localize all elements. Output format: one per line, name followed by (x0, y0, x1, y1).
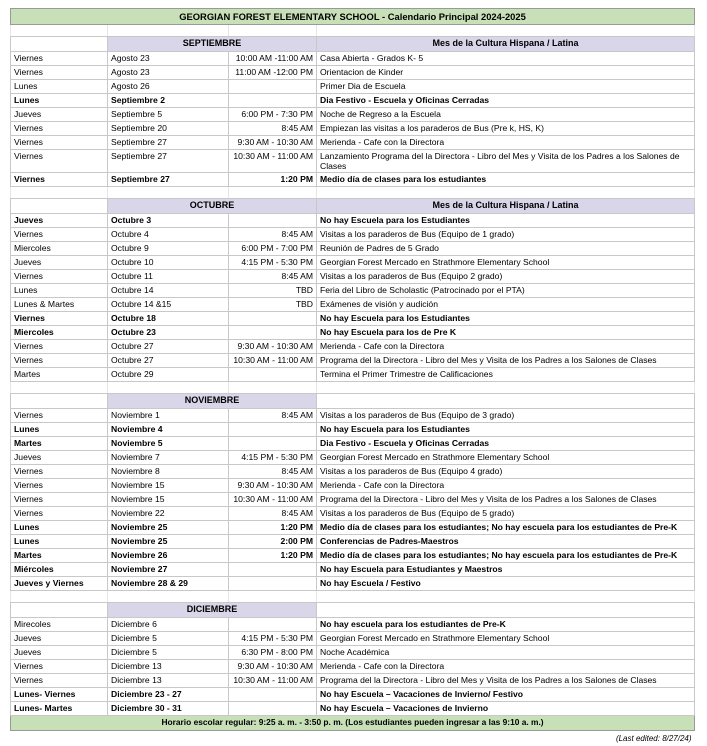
spacer-cell (108, 591, 229, 603)
spacer-row (11, 25, 695, 37)
date-cell: Diciembre 6 (108, 618, 229, 632)
time-cell: 2:00 PM (229, 535, 317, 549)
calendar-row (11, 688, 695, 702)
day-cell: Lunes (11, 94, 108, 108)
spacer-cell (317, 187, 695, 199)
event-cell: Dia Festivo - Escuela y Oficinas Cerradas (317, 437, 695, 451)
time-cell (229, 618, 317, 632)
day-cell: Viernes (11, 354, 108, 368)
date-cell: Agosto 23 (108, 66, 229, 80)
calendar-row (11, 94, 695, 108)
time-cell: 1:20 PM (229, 549, 317, 563)
date-cell: Diciembre 13 (108, 674, 229, 688)
spacer-cell (11, 382, 108, 394)
day-cell: Viernes (11, 507, 108, 521)
time-cell (229, 577, 317, 591)
date-cell: Agosto 26 (108, 80, 229, 94)
time-cell (229, 702, 317, 716)
date-cell: Noviembre 25 (108, 535, 229, 549)
month-header-blank (11, 37, 108, 52)
time-cell: 10:30 AM - 11:00 AM (229, 674, 317, 688)
calendar-row (11, 228, 695, 242)
time-cell (229, 312, 317, 326)
month-header-row (11, 199, 695, 214)
time-cell (229, 94, 317, 108)
time-cell: 8:45 AM (229, 270, 317, 284)
day-cell: Jueves (11, 646, 108, 660)
date-cell: Octubre 27 (108, 354, 229, 368)
day-cell: Viernes (11, 122, 108, 136)
time-cell: 4:15 PM - 5:30 PM (229, 256, 317, 270)
calendar-row (11, 646, 695, 660)
day-cell: Viernes (11, 340, 108, 354)
calendar-row (11, 214, 695, 228)
calendar-row (11, 632, 695, 646)
calendar-row (11, 173, 695, 187)
time-cell: 8:45 AM (229, 507, 317, 521)
month-theme (317, 394, 695, 409)
calendar-row (11, 256, 695, 270)
calendar-row (11, 270, 695, 284)
date-cell: Septiembre 5 (108, 108, 229, 122)
event-cell: No hay Escuela para los Estudiantes (317, 214, 695, 228)
date-cell: Noviembre 25 (108, 521, 229, 535)
school-hours-note: Horario escolar regular: 9:25 a. m. - 3:50 p. m. (Los estudiantes pueden ingresar a las 9:10 a. m.) (11, 716, 695, 731)
calendar-row (11, 521, 695, 535)
day-cell: Lunes (11, 80, 108, 94)
time-cell: 6:00 PM - 7:00 PM (229, 242, 317, 256)
day-cell: Jueves (11, 632, 108, 646)
calendar-row (11, 136, 695, 150)
spacer-cell (11, 25, 108, 37)
calendar-row (11, 493, 695, 507)
day-cell: Viernes (11, 312, 108, 326)
event-cell: Visitas a los paraderos de Bus (Equipo de 3 grado) (317, 409, 695, 423)
date-cell: Noviembre 4 (108, 423, 229, 437)
date-cell: Octubre 10 (108, 256, 229, 270)
event-cell: Feria del Libro de Scholastic (Patrocinado por el PTA) (317, 284, 695, 298)
calendar-sheet (10, 8, 694, 746)
event-cell: No hay Escuela para los Estudiantes (317, 312, 695, 326)
calendar-row (11, 284, 695, 298)
date-cell: Octubre 14 (108, 284, 229, 298)
day-cell: Jueves y Viernes (11, 577, 108, 591)
date-cell: Septiembre 27 (108, 173, 229, 187)
calendar-row (11, 242, 695, 256)
date-cell: Octubre 9 (108, 242, 229, 256)
event-cell: Primer Dia de Escuela (317, 80, 695, 94)
spacer-cell (229, 187, 317, 199)
spacer-cell (317, 25, 695, 37)
event-cell: No hay escuela para los estudiantes de Pre-K (317, 618, 695, 632)
date-cell: Septiembre 20 (108, 122, 229, 136)
month-name: SEPTIEMBRE (108, 37, 317, 52)
date-cell: Noviembre 7 (108, 451, 229, 465)
calendar-row (11, 80, 695, 94)
event-cell: Lanzamiento Programa del la Directora - Libro del Mes y Visita de los Padres a los Salones de Clases (317, 150, 695, 173)
date-cell: Octubre 18 (108, 312, 229, 326)
time-cell (229, 437, 317, 451)
calendar-row (11, 312, 695, 326)
calendar-row (11, 52, 695, 66)
event-cell: Conferencias de Padres-Maestros (317, 535, 695, 549)
calendar-row (11, 535, 695, 549)
event-cell: No hay Escuela para los Estudiantes (317, 423, 695, 437)
time-cell: TBD (229, 284, 317, 298)
event-cell: Empiezan las visitas a los paraderos de Bus (Pre k, HS, K) (317, 122, 695, 136)
day-cell: Viernes (11, 52, 108, 66)
event-cell: Casa Abierta - Grados K- 5 (317, 52, 695, 66)
event-cell: No hay Escuela para los de Pre K (317, 326, 695, 340)
spacer-cell (11, 187, 108, 199)
event-cell: Merienda - Cafe con la Directora (317, 479, 695, 493)
month-name: NOVIEMBRE (108, 394, 317, 409)
time-cell: 9:30 AM - 10:30 AM (229, 479, 317, 493)
time-cell: TBD (229, 298, 317, 312)
calendar-row (11, 409, 695, 423)
date-cell: Agosto 23 (108, 52, 229, 66)
calendar-row (11, 549, 695, 563)
date-cell: Octubre 27 (108, 340, 229, 354)
month-header-row (11, 37, 695, 52)
time-cell (229, 563, 317, 577)
month-name: OCTUBRE (108, 199, 317, 214)
calendar-row (11, 368, 695, 382)
date-cell: Noviembre 15 (108, 479, 229, 493)
spacer-cell (108, 187, 229, 199)
time-cell: 11:00 AM -12:00 PM (229, 66, 317, 80)
calendar-row (11, 674, 695, 688)
time-cell: 8:45 AM (229, 409, 317, 423)
time-cell (229, 80, 317, 94)
day-cell: Lunes (11, 535, 108, 549)
day-cell: Viernes (11, 136, 108, 150)
date-cell: Noviembre 5 (108, 437, 229, 451)
calendar-row (11, 354, 695, 368)
calendar-row (11, 108, 695, 122)
month-header-row (11, 394, 695, 409)
time-cell (229, 688, 317, 702)
date-cell: Diciembre 5 (108, 632, 229, 646)
day-cell: Viernes (11, 465, 108, 479)
month-header-blank (11, 394, 108, 409)
event-cell: Programa del la Directora - Libro del Mes y Visita de los Padres a los Salones de Clases (317, 354, 695, 368)
time-cell: 6:00 PM - 7:30 PM (229, 108, 317, 122)
month-theme: Mes de la Cultura Hispana / Latina (317, 37, 695, 52)
time-cell: 9:30 AM - 10:30 AM (229, 660, 317, 674)
event-cell: Medio día de clases para los estudiantes; No hay escuela para los estudiantes de Pre-K (317, 549, 695, 563)
calendar-row (11, 660, 695, 674)
event-cell: Visitas a los paraderos de Bus (Equipo de 5 grado) (317, 507, 695, 521)
date-cell: Septiembre 27 (108, 150, 229, 173)
date-cell: Octubre 4 (108, 228, 229, 242)
day-cell: Jueves (11, 108, 108, 122)
day-cell: Lunes- Viernes (11, 688, 108, 702)
time-cell: 9:30 AM - 10:30 AM (229, 136, 317, 150)
event-cell: Programa del la Directora - Libro del Mes y Visita de los Padres a los Salones de Clases (317, 674, 695, 688)
event-cell: Dia Festivo - Escuela y Oficinas Cerradas (317, 94, 695, 108)
time-cell (229, 423, 317, 437)
time-cell: 8:45 AM (229, 465, 317, 479)
day-cell: Lunes (11, 521, 108, 535)
spacer-row (11, 382, 695, 394)
day-cell: Viernes (11, 674, 108, 688)
calendar-table (10, 8, 695, 746)
day-cell: Martes (11, 437, 108, 451)
date-cell: Noviembre 8 (108, 465, 229, 479)
day-cell: Viernes (11, 66, 108, 80)
date-cell: Octubre 23 (108, 326, 229, 340)
date-cell: Octubre 11 (108, 270, 229, 284)
day-cell: Viernes (11, 493, 108, 507)
event-cell: No hay Escuela – Vacaciones de Invierno/ Festivo (317, 688, 695, 702)
time-cell: 10:30 AM - 11:00 AM (229, 150, 317, 173)
time-cell: 9:30 AM - 10:30 AM (229, 340, 317, 354)
calendar-row (11, 702, 695, 716)
date-cell: Octubre 29 (108, 368, 229, 382)
day-cell: Viernes (11, 173, 108, 187)
last-edited: (Last edited: 8/27/24) (11, 731, 695, 746)
date-cell: Octubre 3 (108, 214, 229, 228)
day-cell: Viernes (11, 270, 108, 284)
time-cell: 8:45 AM (229, 122, 317, 136)
date-cell: Diciembre 13 (108, 660, 229, 674)
time-cell: 1:20 PM (229, 521, 317, 535)
date-cell: Noviembre 26 (108, 549, 229, 563)
day-cell: Jueves (11, 214, 108, 228)
spacer-cell (11, 591, 108, 603)
time-cell: 4:15 PM - 5:30 PM (229, 451, 317, 465)
day-cell: Mirecoles (11, 618, 108, 632)
spacer-cell (229, 591, 317, 603)
calendar-row (11, 326, 695, 340)
date-cell: Diciembre 23 - 27 (108, 688, 229, 702)
day-cell: Lunes (11, 423, 108, 437)
month-theme: Mes de la Cultura Hispana / Latina (317, 199, 695, 214)
event-cell: Georgian Forest Mercado en Strathmore Elementary School (317, 256, 695, 270)
last-edited-row (11, 731, 695, 746)
event-cell: No hay Escuela / Festivo (317, 577, 695, 591)
day-cell: Martes (11, 549, 108, 563)
date-cell: Septiembre 27 (108, 136, 229, 150)
day-cell: Lunes & Martes (11, 298, 108, 312)
spacer-cell (229, 25, 317, 37)
event-cell: Medio día de clases para los estudiantes; No hay escuela para los estudiantes de Pre-K (317, 521, 695, 535)
event-cell: No hay Escuela para Estudiantes y Maestros (317, 563, 695, 577)
day-cell: Viernes (11, 660, 108, 674)
day-cell: Viernes (11, 409, 108, 423)
time-cell: 1:20 PM (229, 173, 317, 187)
calendar-row (11, 340, 695, 354)
month-name: DICIEMBRE (108, 603, 317, 618)
calendar-row (11, 618, 695, 632)
time-cell: 10:00 AM -11:00 AM (229, 52, 317, 66)
calendar-row (11, 563, 695, 577)
spacer-cell (317, 591, 695, 603)
date-cell: Octubre 14 &15 (108, 298, 229, 312)
footer-row (11, 716, 695, 731)
event-cell: Medio día de clases para los estudiantes (317, 173, 695, 187)
month-header-row (11, 603, 695, 618)
time-cell (229, 368, 317, 382)
spacer-row (11, 591, 695, 603)
time-cell: 10:30 AM - 11:00 AM (229, 354, 317, 368)
calendar-row (11, 577, 695, 591)
day-cell: Miércoles (11, 563, 108, 577)
spacer-cell (229, 382, 317, 394)
calendar-row (11, 479, 695, 493)
time-cell: 8:45 AM (229, 228, 317, 242)
day-cell: Jueves (11, 451, 108, 465)
calendar-row (11, 451, 695, 465)
event-cell: Noche Académica (317, 646, 695, 660)
day-cell: Lunes- Martes (11, 702, 108, 716)
date-cell: Diciembre 5 (108, 646, 229, 660)
event-cell: Merienda - Cafe con la Directora (317, 660, 695, 674)
date-cell: Septiembre 2 (108, 94, 229, 108)
calendar-row (11, 122, 695, 136)
calendar-row (11, 507, 695, 521)
page-title: GEORGIAN FOREST ELEMENTARY SCHOOL - Calendario Principal 2024-2025 (11, 9, 695, 25)
event-cell: Exámenes de visión y audición (317, 298, 695, 312)
day-cell: Miercoles (11, 326, 108, 340)
time-cell: 10:30 AM - 11:00 AM (229, 493, 317, 507)
spacer-row (11, 187, 695, 199)
calendar-row (11, 66, 695, 80)
date-cell: Noviembre 1 (108, 409, 229, 423)
day-cell: Martes (11, 368, 108, 382)
event-cell: Programa del la Directora - Libro del Mes y Visita de los Padres a los Salones de Clases (317, 493, 695, 507)
month-header-blank (11, 603, 108, 618)
day-cell: Viernes (11, 228, 108, 242)
event-cell: Visitas a los paraderos de Bus (Equipo de 1 grado) (317, 228, 695, 242)
event-cell: Reunión de Padres de 5 Grado (317, 242, 695, 256)
spacer-cell (108, 25, 229, 37)
date-cell: Noviembre 22 (108, 507, 229, 521)
time-cell: 6:30 PM - 8:00 PM (229, 646, 317, 660)
day-cell: Lunes (11, 284, 108, 298)
calendar-row (11, 465, 695, 479)
day-cell: Jueves (11, 256, 108, 270)
date-cell: Noviembre 28 & 29 (108, 577, 229, 591)
time-cell: 4:15 PM - 5:30 PM (229, 632, 317, 646)
event-cell: Visitas a los paraderos de Bus (Equipo 4 grado) (317, 465, 695, 479)
event-cell: Georgian Forest Mercado en Strathmore Elementary School (317, 451, 695, 465)
date-cell: Noviembre 27 (108, 563, 229, 577)
day-cell: Miercoles (11, 242, 108, 256)
date-cell: Noviembre 15 (108, 493, 229, 507)
event-cell: Noche de Regreso a la Escuela (317, 108, 695, 122)
spacer-cell (317, 382, 695, 394)
event-cell: Orientacion de Kinder (317, 66, 695, 80)
title-row (11, 9, 695, 25)
time-cell (229, 326, 317, 340)
spacer-cell (108, 382, 229, 394)
time-cell (229, 214, 317, 228)
event-cell: Termina el Primer Trimestre de Calificaciones (317, 368, 695, 382)
day-cell: Viernes (11, 479, 108, 493)
calendar-row (11, 298, 695, 312)
month-header-blank (11, 199, 108, 214)
month-theme (317, 603, 695, 618)
calendar-row (11, 150, 695, 173)
calendar-row (11, 423, 695, 437)
event-cell: No hay Escuela – Vacaciones de Invierno (317, 702, 695, 716)
event-cell: Georgian Forest Mercado en Strathmore Elementary School (317, 632, 695, 646)
day-cell: Viernes (11, 150, 108, 173)
event-cell: Visitas a los paraderos de Bus (Equipo 2 grado) (317, 270, 695, 284)
calendar-row (11, 437, 695, 451)
event-cell: Merienda - Cafe con la Directora (317, 136, 695, 150)
event-cell: Merienda - Cafe con la Directora (317, 340, 695, 354)
date-cell: Diciembre 30 - 31 (108, 702, 229, 716)
